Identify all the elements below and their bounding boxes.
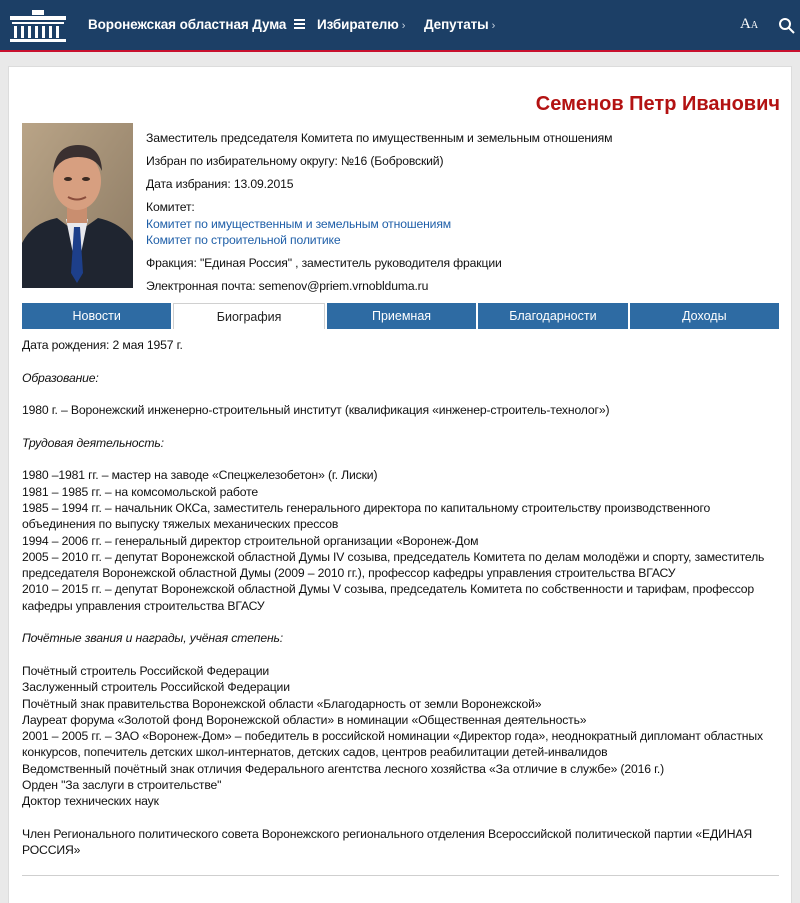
tab-gratitudes[interactable]: Благодарности bbox=[478, 303, 627, 329]
award-item: 2001 – 2005 гг. – ЗАО «Воронеж-Дом» – победитель в российской номинации «Директор года», неоднократный дипломант областных конкурсов, попечитель детских школ-интернатов, детских садов, центров реабилитации детей-инвалидов bbox=[22, 729, 763, 760]
party-membership: Член Регионального политического совета Воронежского регионального отделения Всероссийской политической партии «ЕДИНАЯ РОССИЯ» bbox=[22, 826, 752, 858]
duma-building-logo-icon[interactable] bbox=[2, 6, 70, 46]
nav-item-regional-duma-label: Воронежская областная Дума bbox=[88, 17, 287, 32]
top-navigation-bar bbox=[0, 0, 800, 52]
divider bbox=[22, 875, 779, 876]
nav-item-voters[interactable] bbox=[317, 17, 405, 32]
committee-link-construction[interactable]: Комитет по строительной политике bbox=[146, 233, 341, 247]
deputy-district: Избран по избирательному округу: №16 (Бобровский) bbox=[146, 154, 444, 168]
tab-income[interactable]: Доходы bbox=[630, 303, 779, 329]
work-item: 1985 – 1994 гг. – начальник ОКСа, заместитель генерального директора по капитальному строительству производственного объединения по выпуску тяжелых механических прессов bbox=[22, 500, 711, 532]
work-item: 1980 –1981 гг. – мастер на заводе «Спецжелезобетон» (г. Лиски) bbox=[22, 468, 378, 483]
award-item: Ведомственный почётный знак отличия Федерального агентства лесного хозяйства «За отличие в службе» (2016 г.) bbox=[22, 761, 665, 776]
chevron-right-icon: › bbox=[491, 20, 496, 32]
work-item: 2005 – 2010 гг. – депутат Воронежской областной Думы IV созыва, председатель Комитета по делам молодёжи и спорту, заместитель председателя Воронежской областной Думы (2009 – 2010 гг.), профессор кафедры управления строительства ВГАСУ bbox=[22, 549, 765, 581]
award-item: Почётный знак правительства Воронежской области «Благодарность от земли Воронежской» bbox=[22, 696, 542, 711]
award-item: Почётный строитель Российской Федерации bbox=[22, 663, 270, 678]
award-item: Лауреат форума «Золотой фонд Воронежской области» в номинации «Общественная деятельность» bbox=[22, 712, 587, 727]
chevron-right-icon: › bbox=[401, 20, 406, 32]
nav-item-deputies[interactable] bbox=[424, 17, 495, 32]
tab-biography[interactable]: Биография bbox=[173, 303, 324, 329]
nav-item-voters-label: Избирателю bbox=[317, 17, 399, 32]
deputy-faction: Фракция: "Единая Россия" , заместитель руководителя фракции bbox=[146, 256, 502, 270]
tab-news[interactable]: Новости bbox=[22, 303, 171, 329]
deputy-photo bbox=[22, 123, 133, 288]
nav-item-deputies-label: Депутаты bbox=[424, 17, 489, 32]
work-heading: Трудовая деятельность: bbox=[22, 435, 164, 450]
awards-heading: Почётные звания и награды, учёная степень: bbox=[22, 631, 284, 646]
work-item: 1994 – 2006 гг. – генеральный директор строительной организации «Воронеж-Дом bbox=[22, 533, 479, 548]
font-size-large-letter: A bbox=[740, 16, 751, 32]
work-item: 1981 – 1985 гг. – на комсомольской работе bbox=[22, 484, 259, 499]
award-item: Доктор технических наук bbox=[22, 794, 159, 809]
hamburger-menu-icon bbox=[294, 17, 305, 31]
font-size-button[interactable] bbox=[740, 16, 758, 33]
biography-content bbox=[22, 337, 782, 859]
education-item: 1980 г. – Воронежский инженерно-строительный институт (квалификация «инженер-строитель-технолог») bbox=[22, 403, 610, 418]
education-heading: Образование: bbox=[22, 370, 99, 385]
birth-date: Дата рождения: 2 мая 1957 г. bbox=[22, 338, 183, 352]
profile-tabs bbox=[22, 303, 779, 329]
deputy-name: Семенов Петр Иванович bbox=[535, 93, 780, 115]
award-item: Орден "За заслуги в строительстве" bbox=[22, 778, 222, 793]
search-icon[interactable] bbox=[778, 17, 796, 35]
work-item: 2010 – 2015 гг. – депутат Воронежской областной Думы V созыва, председатель Комитета по собственности и тарифам, профессор кафедры управления строительства ВГАСУ bbox=[22, 582, 755, 613]
tab-reception[interactable]: Приемная bbox=[327, 303, 476, 329]
nav-item-regional-duma[interactable] bbox=[88, 17, 305, 32]
award-item: Заслуженный строитель Российской Федерации bbox=[22, 680, 290, 695]
deputy-email: Электронная почта: semenov@priem.vrnoblduma.ru bbox=[146, 279, 429, 293]
deputy-election-date: Дата избрания: 13.09.2015 bbox=[146, 177, 294, 191]
committee-link-property[interactable]: Комитет по имущественным и земельным отношениям bbox=[146, 217, 451, 231]
committees-label: Комитет: bbox=[146, 200, 195, 214]
deputy-position: Заместитель председателя Комитета по имущественным и земельным отношениям bbox=[146, 131, 613, 145]
font-size-small-letter: A bbox=[750, 20, 759, 31]
